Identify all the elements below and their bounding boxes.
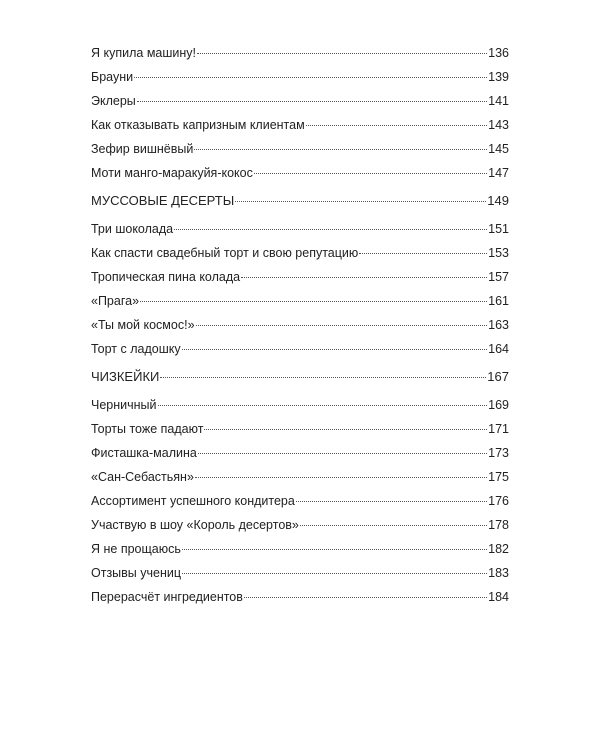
toc-dot-leader xyxy=(300,525,487,526)
toc-entry-title: Ассортимент успешного кондитера xyxy=(91,494,295,509)
toc-dot-leader xyxy=(196,325,488,326)
toc-entry-title: Я купила машину! xyxy=(91,46,197,60)
toc-dot-leader xyxy=(140,301,487,302)
toc-entry xyxy=(91,469,509,493)
toc-entry-page-number: 161 xyxy=(488,294,509,309)
toc-entry-title: Как отказывать капризным клиентам xyxy=(91,118,305,133)
toc-entry xyxy=(91,245,509,269)
toc-entry-page-number: 171 xyxy=(488,421,509,436)
toc-dot-leader xyxy=(235,201,486,202)
toc-entry-page-number: 175 xyxy=(488,469,509,484)
toc-entry-title: Фисташка-малина xyxy=(91,445,197,460)
toc-entry xyxy=(91,493,509,517)
toc-entry-page-number: 167 xyxy=(487,369,509,384)
toc-entry-page-number: 182 xyxy=(488,542,509,557)
toc-entry-page-number: 139 xyxy=(488,70,509,85)
toc-entry xyxy=(91,269,509,293)
toc-entry xyxy=(91,445,509,469)
toc-entry-page-number: 149 xyxy=(487,193,509,209)
toc-entry-title: Брауни xyxy=(91,70,134,85)
toc-entry-title: Тропическая пина колада xyxy=(91,270,241,285)
toc-entry-title: Моти манго-маракуйя-кокос xyxy=(91,166,253,181)
toc-entry-title: Отзывы учениц xyxy=(91,566,182,581)
toc-dot-leader xyxy=(241,277,487,278)
toc-entry xyxy=(91,421,509,445)
toc-entry xyxy=(91,69,509,93)
toc-entry xyxy=(91,589,509,613)
toc-entry-page-number: 169 xyxy=(488,397,509,412)
toc-dot-leader xyxy=(244,597,487,598)
toc-entry xyxy=(91,341,509,365)
toc-section-entry xyxy=(91,369,509,393)
toc-entry xyxy=(91,165,509,189)
toc-dot-leader xyxy=(134,77,487,78)
toc-entry xyxy=(91,221,509,245)
toc-entry-page-number: 147 xyxy=(488,166,509,181)
toc-entry-title: Как спасти свадебный торт и свою репутацию xyxy=(91,245,359,260)
toc-entry-page-number: 183 xyxy=(488,566,509,581)
toc-entry-page-number: 157 xyxy=(488,270,509,285)
toc-entry-page-number: 184 xyxy=(488,590,509,605)
toc-entry-title: «Ты мой космос!» xyxy=(91,318,195,333)
toc-dot-leader xyxy=(182,573,487,574)
toc-dot-leader xyxy=(198,453,487,454)
toc-entry-page-number: 141 xyxy=(488,94,509,109)
toc-entry-page-number: 173 xyxy=(488,445,509,460)
toc-dot-leader xyxy=(204,429,487,430)
toc-entry-title: Черничный xyxy=(91,397,157,412)
toc-entry-title: «Прага» xyxy=(91,294,140,309)
toc-entry xyxy=(91,397,509,421)
toc-entry-title: Участвую в шоу «Король десертов» xyxy=(91,518,299,533)
toc-entry xyxy=(91,517,509,541)
toc-dot-leader xyxy=(194,149,487,150)
toc-dot-leader xyxy=(182,349,488,350)
toc-entry-page-number: 163 xyxy=(488,318,509,333)
toc-dot-leader xyxy=(174,229,487,230)
toc-entry xyxy=(91,565,509,589)
toc-entry-title: «Сан-Себастьян» xyxy=(91,469,194,484)
toc-entry xyxy=(91,141,509,165)
toc-dot-leader xyxy=(197,53,487,54)
toc-entry-title: Я не прощаюсь xyxy=(91,542,181,557)
toc-entry xyxy=(91,117,509,141)
toc-dot-leader xyxy=(158,405,488,406)
toc-entry-page-number: 153 xyxy=(488,245,509,260)
toc-dot-leader xyxy=(296,501,487,502)
toc-entry xyxy=(91,45,509,69)
toc-entry xyxy=(91,541,509,565)
toc-entry-page-number: 145 xyxy=(488,142,509,157)
toc-dot-leader xyxy=(160,377,486,378)
toc-dot-leader xyxy=(306,125,487,126)
toc-entry-title: ЧИЗКЕЙКИ xyxy=(91,369,160,384)
toc-entry-page-number: 143 xyxy=(488,118,509,133)
toc-entry-page-number: 151 xyxy=(488,221,509,236)
toc-entry-title: Эклеры xyxy=(91,94,136,109)
toc-dot-leader xyxy=(359,253,487,254)
toc-entry-title: Зефир вишнёвый xyxy=(91,142,194,157)
toc-entry xyxy=(91,93,509,117)
toc-dot-leader xyxy=(195,477,487,478)
toc-entry-title: Торт с ладошку xyxy=(91,342,181,357)
toc-entry-title: Три шоколада xyxy=(91,221,174,236)
toc-section-entry xyxy=(91,193,509,217)
toc-entry-title: Перерасчёт ингредиентов xyxy=(91,590,243,605)
table-of-contents xyxy=(91,45,509,614)
toc-entry-page-number: 176 xyxy=(488,494,509,509)
toc-entry-page-number: 178 xyxy=(488,518,509,533)
toc-entry-title: МУССОВЫЕ ДЕСЕРТЫ xyxy=(91,193,235,209)
toc-entry-page-number: 136 xyxy=(488,46,509,60)
toc-dot-leader xyxy=(137,101,487,102)
toc-dot-leader xyxy=(254,173,487,174)
toc-entry xyxy=(91,317,509,341)
toc-entry xyxy=(91,293,509,317)
toc-entry-title: Торты тоже падают xyxy=(91,421,204,436)
toc-dot-leader xyxy=(182,549,487,550)
toc-entry-page-number: 164 xyxy=(488,342,509,357)
